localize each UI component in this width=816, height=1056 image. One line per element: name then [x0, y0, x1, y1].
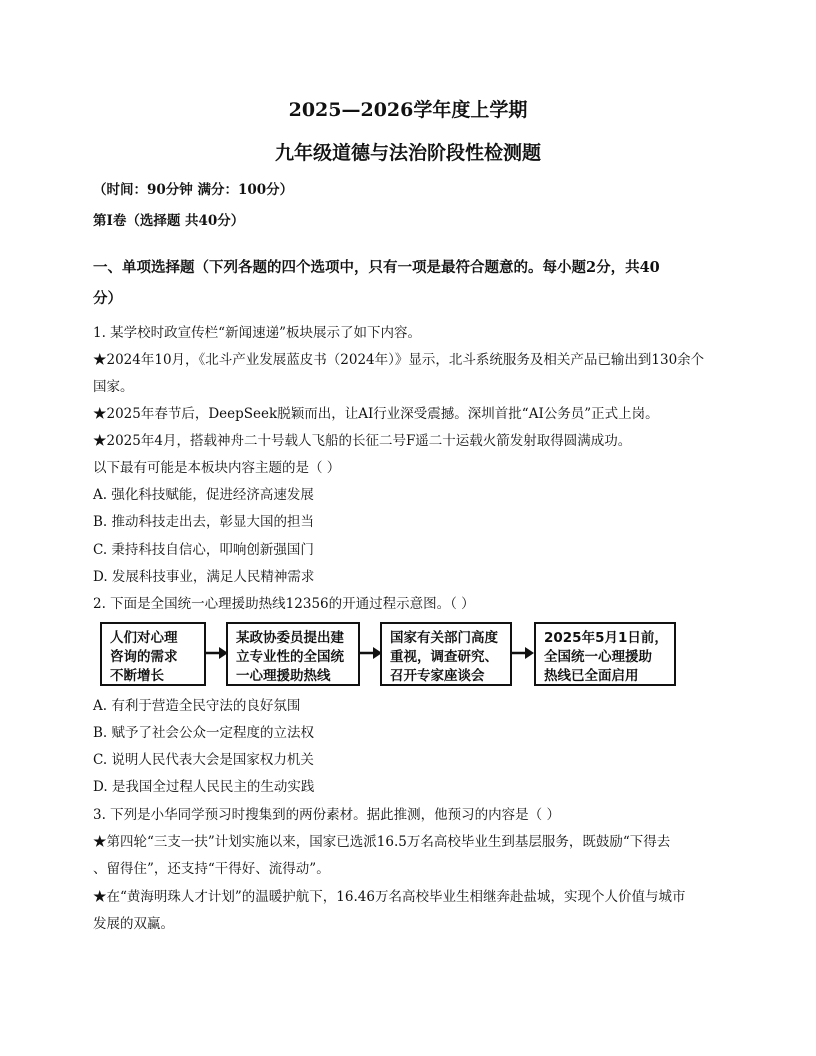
flow-step-3: 国家有关部门高度 重视，调查研究、 召开专家座谈会: [380, 622, 512, 686]
exam-subtitle: 九年级道德与法治阶段性检测题: [274, 142, 541, 164]
section-heading: 一、单项选择题（下列各题的四个选项中，只有一项是最符合题意的。每小题2分，共40: [93, 259, 660, 276]
q2-option-d: D. 是我国全过程人民民主的生动实践: [93, 779, 315, 795]
volume-heading: 第Ⅰ卷（选择题 共40分）: [93, 213, 245, 229]
q3-stem: 3. 下列是小华同学预习时搜集到的两份素材。据此推测，他预习的内容是（ ）: [93, 807, 560, 823]
q1-option-a: A. 强化科技赋能，促进经济高速发展: [93, 487, 314, 503]
flow-arrow-3-icon: [510, 646, 534, 660]
q1-item1-cont: 国家。: [93, 379, 134, 395]
q2-option-a: A. 有利于营造全民守法的良好氛围: [93, 698, 301, 714]
q3-item2-cont: 发展的双赢。: [93, 916, 174, 932]
exam-title: 2025—2026学年度上学期: [288, 99, 528, 121]
q1-stem: 1. 某学校时政宣传栏“新闻速递”板块展示了如下内容。: [93, 325, 421, 341]
section-heading-cont: 分）: [93, 290, 122, 307]
q3-item1-cont: 、留得住”，还支持“干得好、流得动”。: [93, 861, 330, 877]
q2-option-b: B. 赋予了社会公众一定程度的立法权: [93, 725, 315, 741]
exam-info: （时间：90分钟 满分：100分）: [93, 182, 294, 198]
q2-stem: 2. 下面是全国统一心理援助热线12356的开通过程示意图。（ ）: [93, 596, 475, 612]
q3-item2: ★在“黄海明珠人才计划”的温暖护航下，16.46万名高校毕业生相继奔赴盐城，实现个人价值与城市: [93, 889, 686, 905]
flow-step-4: 2025年5月1日前， 全国统一心理援助 热线已全面启用: [534, 622, 676, 686]
flow-step-2: 某政协委员提出建 立专业性的全国统 一心理援助热线: [226, 622, 360, 686]
q1-option-d: D. 发展科技事业，满足人民精神需求: [93, 569, 315, 585]
q2-flow-diagram: [96, 622, 680, 690]
q1-item1: ★2024年10月，《北斗产业发展蓝皮书（2024年）》显示，北斗系统服务及相关产品已输出到130余个: [93, 352, 705, 368]
q1-item3: ★2025年4月，搭载神舟二十号载人飞船的长征二号F遥二十运载火箭发射取得圆满成功。: [93, 433, 632, 449]
flow-arrow-1-icon: [204, 646, 228, 660]
flow-arrow-2-icon: [358, 646, 382, 660]
q1-item2: ★2025年春节后，DeepSeek脱颖而出，让AI行业深受震撼。深圳首批“AI公务员”正式上岗。: [93, 406, 659, 422]
q2-option-c: C. 说明人民代表大会是国家权力机关: [93, 752, 314, 768]
flow-step-1: 人们对心理 咨询的需求 不断增长: [100, 622, 206, 686]
q1-question: 以下最有可能是本板块内容主题的是（ ）: [93, 460, 341, 476]
q1-option-b: B. 推动科技走出去，彰显大国的担当: [93, 514, 315, 530]
q1-option-c: C. 秉持科技自信心，叩响创新强国门: [93, 542, 314, 558]
q3-item1: ★第四轮“三支一扶”计划实施以来，国家已选派16.5万名高校毕业生到基层服务，既鼓励“下得去: [93, 834, 671, 850]
